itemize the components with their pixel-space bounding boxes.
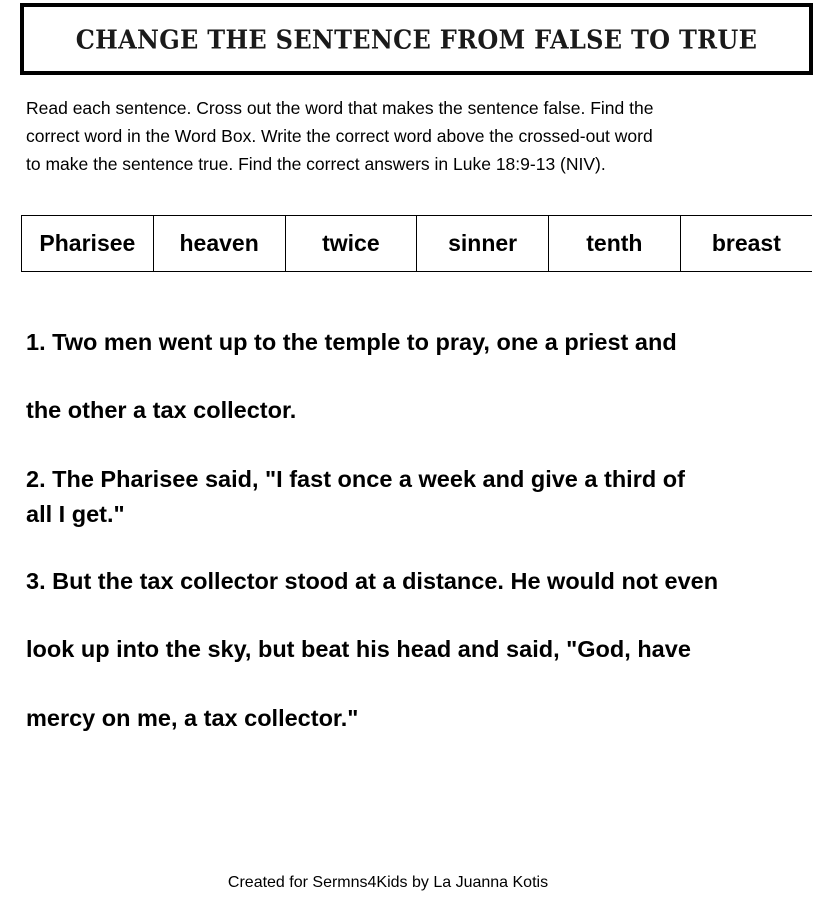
sentence-1-line-2: the other a tax collector. (26, 397, 297, 423)
instruction-line: to make the sentence true. Find the correct answers in Luke 18:9-13 (NIV). (26, 154, 606, 174)
sentence-2-line-2: all I get." (26, 501, 125, 527)
worksheet-title: CHANGE THE SENTENCE FROM FALSE TO TRUE (75, 23, 758, 55)
word-box-cell: heaven (153, 216, 285, 272)
instruction-line: correct word in the Word Box. Write the correct word above the crossed-out word (26, 126, 653, 146)
title-box (20, 3, 813, 75)
word-box-cell: sinner (417, 216, 549, 272)
word-box (21, 215, 812, 272)
sentence-2-line-1: 2. The Pharisee said, "I fast once a week and give a third of (26, 466, 685, 492)
instructions (26, 94, 806, 178)
instruction-line: Read each sentence. Cross out the word that makes the sentence false. Find the (26, 98, 654, 118)
word-box-cell: breast (680, 216, 812, 272)
sentence-3-line-2: look up into the sky, but beat his head and said, "God, have (26, 636, 691, 662)
sentence-3-line-1: 3. But the tax collector stood at a distance. He would not even (26, 568, 719, 594)
word-box-row (22, 216, 813, 272)
word-box-cell: tenth (549, 216, 681, 272)
word-box-cell: twice (285, 216, 417, 272)
sentence-1-line-1: 1. Two men went up to the temple to pray, one a priest and (26, 329, 677, 355)
word-box-cell: Pharisee (22, 216, 154, 272)
sentence-3-line-3: mercy on me, a tax collector." (26, 705, 359, 731)
credit-line: Created for Sermns4Kids by La Juanna Kotis (227, 874, 549, 891)
